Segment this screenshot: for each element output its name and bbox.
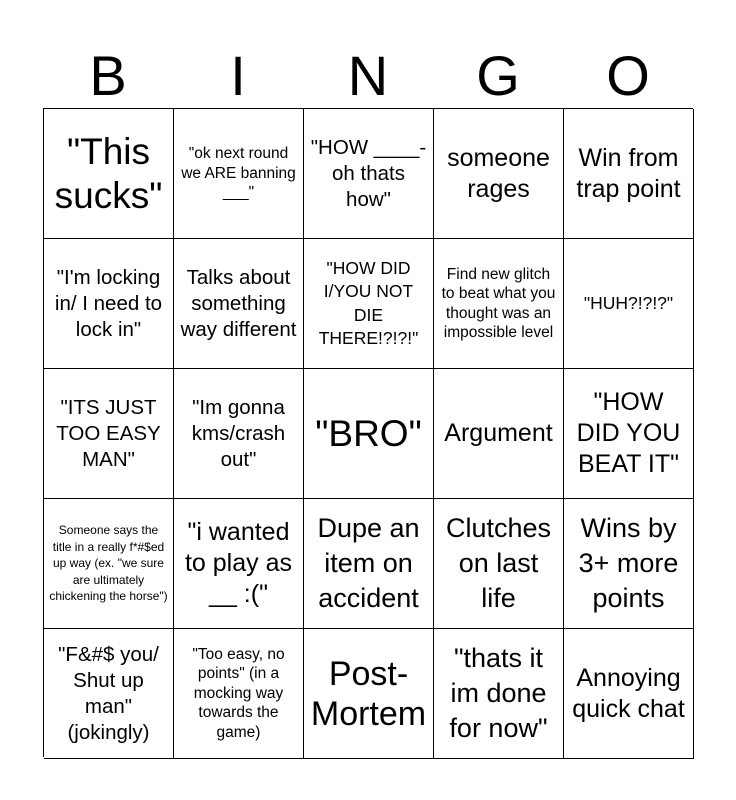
bingo-cell[interactable] [174,629,304,759]
bingo-cell[interactable] [44,499,174,629]
bingo-cell[interactable] [174,239,304,369]
bingo-board [43,108,693,757]
cell-text: someone rages [447,143,550,203]
bingo-cell[interactable] [304,239,434,369]
bingo-cell[interactable] [434,629,564,759]
cell-text: "thats it im done for now" [449,643,548,743]
cell-text: Talks about something way different [180,265,297,341]
bingo-cell[interactable] [44,239,174,369]
bingo-cell[interactable] [304,629,434,759]
cell-text: Wins by 3+ more points [578,513,679,613]
bingo-cell[interactable] [564,239,694,369]
cell-text: Find new glitch to beat what you thought was an impossible level [441,265,556,341]
header-letter-n: N [347,44,389,107]
bingo-header [43,44,693,108]
header-letter-o: O [606,44,650,107]
bingo-cell[interactable] [174,109,304,239]
bingo-cell[interactable] [44,629,174,759]
bingo-cell[interactable] [174,499,304,629]
bingo-cell[interactable] [44,369,174,499]
bingo-cell[interactable] [434,369,564,499]
cell-text: "F&#$ you/ Shut up man" (jokingly) [58,642,159,744]
cell-text: "HOW DID I/YOU NOT DIE THERE!?!?!" [318,257,419,348]
cell-text: Win from trap point [576,143,681,203]
bingo-cell[interactable] [44,109,174,239]
cell-text: Someone says the title in a really f*#$ed up way (ex. "we sure are ultimately chickening the horse") [49,523,168,604]
bingo-cell[interactable] [564,369,694,499]
cell-text: Dupe an item on accident [317,513,420,613]
bingo-cell[interactable] [564,499,694,629]
cell-text: "ok next round we ARE banning ___" [181,145,296,202]
cell-text: "i wanted to play as __ :(" [184,518,292,608]
cell-text: "I'm locking in/ I need to lock in" [54,265,163,341]
bingo-cell[interactable] [434,499,564,629]
bingo-cell[interactable] [564,109,694,239]
bingo-cell[interactable] [304,369,434,499]
cell-text: "HUH?!?!?" [583,292,674,313]
cell-text: "This sucks" [54,130,163,216]
cell-text: "HOW DID YOU BEAT IT" [576,388,681,478]
cell-text: "ITS JUST TOO EASY MAN" [56,395,161,471]
cell-text: "HOW ____- oh thats how" [310,135,427,211]
cell-text: Post-Mortem [310,654,427,733]
header-letter-g: G [476,44,520,107]
bingo-cell[interactable] [304,499,434,629]
cell-text: Clutches on last life [445,513,552,613]
bingo-cell[interactable] [304,109,434,239]
bingo-cell[interactable] [564,629,694,759]
cell-text: "Im gonna kms/crash out" [191,395,286,471]
bingo-cell[interactable] [434,109,564,239]
header-letter-b: B [89,44,127,107]
cell-text: "Too easy, no points" (in a mocking way towards the game) [192,645,285,741]
cell-text: Annoying quick chat [572,663,685,723]
bingo-cell[interactable] [434,239,564,369]
cell-text: Argument [444,419,553,447]
header-letter-i: I [230,44,246,107]
cell-text: "BRO" [315,412,422,454]
bingo-cell[interactable] [174,369,304,499]
